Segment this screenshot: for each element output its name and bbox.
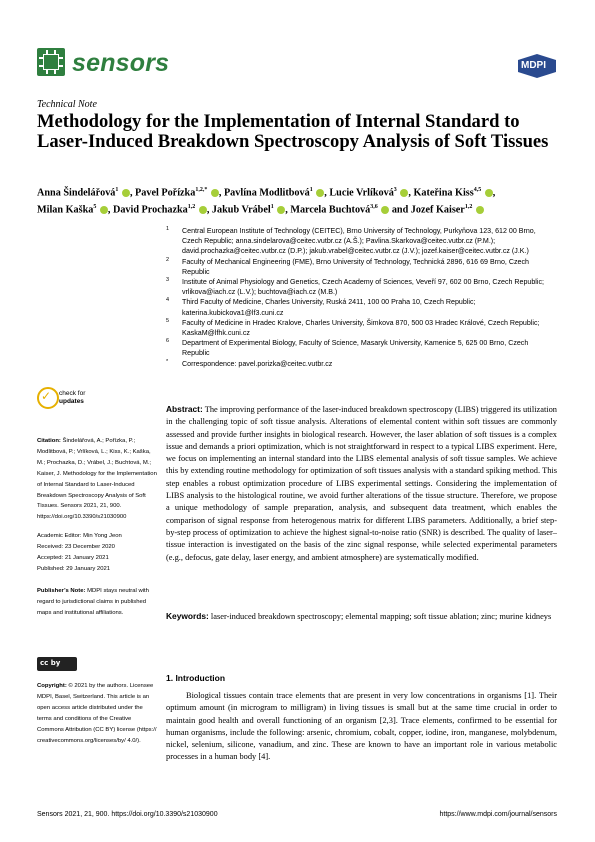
cc-by-label: cc by <box>40 659 61 667</box>
affiliation-2: 2 Faculty of Mechanical Engineering (FME), Brno University of Technology, Technická 2896, 616 69 Brno, Czech Republic <box>166 256 529 276</box>
published-date: Published: 29 January 2021 <box>37 565 111 572</box>
abstract: Abstract: The improving performance of the laser-induced breakdown spectroscopy (LIBS) triggered its utilization in the challenging topic of soft tissue analysis. Alterations of elemental content within soft tissues are commonly assessed and provide further insights in biological research. However, the laser ablation of soft tissues is a complex issue and demands a priori optimization, which is not straightforward in respect to a typical LIBS experiment. Here, we focus on implementing an internal standard into the LIBS elemental analysis of soft tissue samples. We achieve this by extending routine methodology for optimization of soft tissues analysis with a standard spiking method. This step enables a robust optimization procedure of LIBS experimental settings. Considering the implementation of LIBS analysis to the histological routine, we avoid further alterations of the tissue structure. Therefore, we propose a unique methodology of sample preparation, analysis, and subsequent data treatment, which enables the comparison of signal response from heterogenous matrix for different LIBS parameters. Additionally, a brief step-by-step process of optimization to achieve the highest signal-to-noise ratio (SNR) is described. The quality of laser–tissue interaction is investigated on the basis of the zinc signal response, while selected experimental parameters (e.g., defocus, gate delay, laser energy, and ambient atmosphere) are systematically modified. <box>166 404 557 562</box>
journal-logo-icon <box>37 48 65 76</box>
accepted-date: Accepted: 21 January 2021 <box>37 554 109 561</box>
affiliation-4: 4 Third Faculty of Medicine, Charles University, Ruská 2411, 100 00 Praha 10, Czech Republic; katerina.kubickova1@lf3.cuni.cz <box>166 297 476 317</box>
keywords: Keywords: laser-induced breakdown spectroscopy; elemental mapping; soft tissue ablation; zinc; murine kidneys <box>166 611 552 621</box>
orcid-icon[interactable] <box>100 206 108 214</box>
affiliation-6: 6 Department of Experimental Biology, Faculty of Science, Masaryk University, Kamenice 5, 625 00 Brno, Czech Republic <box>166 338 529 358</box>
orcid-icon[interactable] <box>122 189 130 197</box>
check-for-updates-label: check for updates <box>59 390 86 405</box>
article-type: Technical Note <box>37 99 97 110</box>
footer-journal-link[interactable]: https://www.mdpi.com/journal/sensors <box>439 811 557 818</box>
orcid-icon[interactable] <box>476 206 484 214</box>
affiliation-3: 3 Institute of Animal Physiology and Genetics, Czech Academy of Sciences, Veveří 97, 602 00 Brno, Czech Republic; vrlikova@iach.cz (L.V.); buchtova@iach.cz (M.B.) <box>166 277 544 297</box>
dates-block <box>37 531 157 575</box>
footer-citation[interactable]: Sensors 2021, 21, 900. https://doi.org/10.3390/s21030900 <box>37 811 218 818</box>
correspondence: * Correspondence: pavel.porizka@ceitec.vutbr.cz <box>166 358 333 368</box>
citation-block: Citation: Šindelářová, A.; Pořízka, P.; Modlitbová, P.; Vrlíková, L.; Kiss, K.; Kaška, M.; Prochazka, D.; Vrábel, J.; Buchtová, M.; Kaiser, J. Methodology for the Implementation of Internal Standard to Laser-Induced Breakdown Spectroscopy Analysis of Soft Tissues. Sensors 2021, 21, 900. https://doi.org/10.3390/s21030900 <box>37 438 157 521</box>
author-line-1: Anna Šindelářová$^1$ , Pavel Pořízka$^{1,2,*}$ , Pavlína Modlitbová$^1$ , Lucie Vrlíková$^3$ , Kateřina Kiss$^{4,5}$ , <box>37 187 496 199</box>
copyright-block: Copyright: © 2021 by the authors. Licensee MDPI, Basel, Switzerland. This article is an open access article distributed under the terms and conditions of the Creative Commons Attribution (CC BY) license (https:// creativecommons.org/licenses/by/ 4.0/). <box>37 683 157 744</box>
orcid-icon[interactable] <box>485 189 493 197</box>
orcid-icon[interactable] <box>211 189 219 197</box>
paper-title: Methodology for the Implementation of Internal Standard to Laser-Induced Breakdown Spectroscopy Analysis of Soft Tissues <box>37 111 549 152</box>
author-line-2: Milan Kaška$^5$ , David Prochazka$^{1,2}$ , Jakub Vrábel$^1$ , Marcela Buchtová$^{3,6}$ and Jozef Kaiser$^{1,2}$ <box>37 200 562 217</box>
affiliation-1: 1 Central European Institute of Technology (CEITEC), Brno University of Technology, Purkyňova 123, 612 00 Brno, Czech Republic; anna.sindelarova@ceitec.vutbr.cz (A.Š.); Pavlina.Skarkova@ceitec.vutbr.cz (P.M.); david.prochazka@ceitec.vutbr.cz (D.P.); jakub.vrabel@ceitec.vutbr.cz (J.V.); jozef.kaiser@ceitec.vutbr.cz (J.K.) <box>166 226 536 256</box>
affiliations <box>166 226 556 369</box>
affiliation-5: 5 Faculty of Medicine in Hradec Kralove, Charles University, Šimkova 870, 500 03 Hradec Králové, Czech Republic; KaskaM@lfhk.cuni.cz <box>166 317 540 338</box>
received-date: Received: 23 December 2020 <box>37 543 115 550</box>
publishers-note: Publisher’s Note: MDPI stays neutral with regard to jurisdictional claims in published maps and institutional affiliations. <box>37 588 149 616</box>
check-icon: ✓ <box>41 389 52 403</box>
publisher-name: MDPI <box>521 60 546 71</box>
academic-editor: Academic Editor: Min Yong Jeon <box>37 533 122 539</box>
author-list <box>37 183 562 218</box>
orcid-icon[interactable] <box>199 206 207 214</box>
section-heading-introduction: 1. Introduction <box>166 673 226 683</box>
journal-name[interactable]: sensors <box>72 49 170 77</box>
introduction-paragraph: Biological tissues contain trace elements that are present in very low concentrations in organisms [1]. Their optimum amount (in microgram to milligram) in living tissues is small but at the same time crucial in order to maintain good health and overall functioning of an organism [2,3]. Trace elements, confirmed to be essential for human organisms, include the following: arsenic, chromium, cobalt, copper, iodine, iron, manganese, molybdenum, nickel, selenium, silicone, vanadium, and zinc. These are known to have an important role in various metabolic processes in a human body [4]. <box>166 691 557 762</box>
